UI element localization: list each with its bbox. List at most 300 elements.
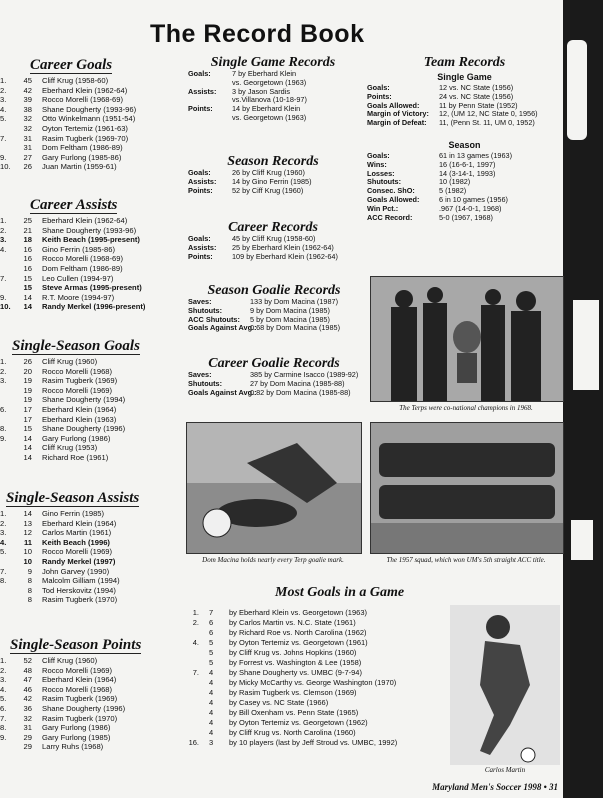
record-rank: 1. (192, 608, 199, 617)
record-value: 14 (23, 452, 32, 462)
subheading-season: Season (448, 139, 481, 150)
record-holder: Eberhard Klein (1964) (42, 404, 117, 414)
section-heading: Single Game Records (210, 55, 336, 70)
record-value: 46 (23, 684, 32, 694)
record-label: Goals: (188, 234, 211, 243)
record-value: 26 (23, 357, 32, 366)
section-heading: Career Records (228, 220, 318, 235)
record-label: Saves: (188, 297, 212, 306)
record-label: Goals Against Avg.: (188, 323, 257, 333)
record-holder: Rasim Tugberk (1969) (42, 694, 118, 704)
most-goals-row (185, 618, 445, 628)
record-holder: by Oyton Tertemiz vs. Georgetown (1962) (229, 718, 368, 727)
record-holder: Gary Furlong (1986) (42, 723, 111, 733)
record-holder: John Garvey (1990) (42, 566, 110, 576)
record-row (188, 389, 360, 398)
record-row (0, 357, 180, 367)
record-rank: 4. (0, 104, 7, 114)
career-assists-section (0, 197, 180, 312)
record-rank (0, 453, 12, 463)
record-value: 45 (23, 76, 32, 85)
record-rank: 3. (0, 528, 7, 538)
record-value: 16 (23, 254, 32, 264)
record-rank (0, 395, 12, 405)
record-row (0, 376, 180, 386)
goal-count: 5 (209, 638, 214, 647)
record-rank: 10. (0, 162, 11, 172)
record-value: .967 (14-0-1, 1968) (439, 203, 502, 213)
record-row (0, 283, 180, 293)
section-heading: Team Records (423, 55, 506, 70)
record-row (0, 235, 180, 245)
record-row (0, 86, 180, 96)
record-value: 15 (23, 424, 32, 434)
season-records-section (188, 154, 358, 195)
record-label: Goals Allowed: (367, 194, 420, 204)
record-value: 27 (23, 152, 32, 162)
record-label: Wins: (367, 159, 387, 169)
record-value: 39 (23, 95, 32, 105)
record-rank: 5. (0, 547, 7, 557)
record-rank: 3. (0, 95, 7, 105)
section-heading: Single-Season Points (10, 637, 142, 653)
record-row (0, 424, 180, 434)
record-rank (0, 586, 12, 596)
record-rank (0, 742, 12, 752)
champions-photo-caption: The Terps were co-national champions in 1968. (399, 404, 533, 412)
record-row (0, 434, 180, 444)
record-holder: by Casey vs. NC State (1966) (229, 698, 329, 707)
record-label: Goals Against Avg.: (188, 387, 257, 397)
record-holder: Keith Beach (1996) (42, 537, 110, 547)
record-rank: 3. (0, 235, 7, 245)
record-row (0, 143, 180, 153)
record-rank (0, 283, 12, 293)
record-holder: Shane Dougherty (1993-96) (42, 104, 137, 114)
record-holder: by 10 players (last by Jeff Stroud vs. UMBC, 1992) (229, 738, 398, 747)
record-holder: by Micky McCarthy vs. George Washington (1970) (229, 678, 397, 687)
goal-count: 6 (209, 628, 214, 637)
career-records-section (188, 220, 358, 261)
record-rank: 9. (0, 433, 7, 443)
record-value: 25 (23, 216, 32, 225)
goal-count: 4 (209, 688, 214, 697)
record-rank: 4. (0, 244, 7, 254)
record-rank (0, 124, 12, 134)
record-holder: Gino Ferrin (1985-86) (42, 244, 116, 254)
record-rank: 1. (0, 509, 7, 518)
record-row (0, 124, 180, 134)
record-holder: Juan Martin (1959-61) (42, 162, 117, 172)
dom-macina-photo (186, 422, 362, 554)
record-label: Assists: (188, 86, 217, 96)
record-holder: Gino Ferrin (1985) (42, 509, 105, 518)
section-heading: Career Goals (30, 57, 113, 73)
record-row (0, 547, 180, 557)
record-value: 31 (23, 723, 32, 733)
record-row (0, 162, 180, 172)
record-rank (185, 698, 209, 708)
record-rank (185, 678, 209, 688)
record-value: 24 vs. NC State (1956) (439, 91, 514, 101)
record-row (0, 226, 180, 236)
most-goals-row (185, 628, 445, 638)
record-row (0, 557, 180, 567)
record-value: 6 in 10 games (1956) (439, 194, 508, 204)
record-value: 14 (23, 292, 32, 302)
record-rank: 9. (0, 152, 7, 162)
record-value: vs. Georgetown (1963) (232, 77, 307, 87)
record-holder: Randy Merkel (1996-present) (42, 302, 146, 312)
carlos-martin-photo (450, 605, 560, 765)
most-goals-row (185, 708, 445, 718)
record-value: 10 (23, 547, 32, 557)
record-holder: Eberhard Klein (1963) (42, 414, 117, 424)
record-label: Losses: (367, 168, 395, 178)
record-value: 47 (23, 675, 32, 685)
record-rank (0, 443, 12, 453)
record-value: 20 (23, 366, 32, 376)
goal-count: 5 (209, 658, 214, 667)
record-row (188, 187, 358, 196)
1957-squad-photo (370, 422, 564, 554)
record-rank: 2. (0, 518, 7, 528)
record-row (0, 302, 180, 312)
record-row (0, 395, 180, 405)
record-row (0, 656, 180, 666)
record-value: 19 (23, 376, 32, 386)
record-holder: Rasim Tugberk (1969) (42, 376, 118, 386)
goal-count: 5 (209, 648, 214, 657)
record-rank (0, 254, 12, 264)
record-holder: Rocco Morelli (1969) (42, 547, 113, 557)
record-holder: Steve Armas (1995-present) (42, 283, 142, 293)
record-rank: 2. (0, 366, 7, 376)
record-label: Points: (188, 185, 213, 195)
record-value: 3 by Jason Sardis (232, 86, 291, 96)
record-value: 31 (23, 143, 32, 153)
record-row (0, 714, 180, 724)
record-value: 16 (23, 244, 32, 254)
goal-count: 7 (209, 608, 214, 617)
record-holder: Cliff Krug (1953) (42, 443, 98, 453)
record-holder: Shane Dougherty (1996) (42, 703, 126, 713)
record-holder: Dom Feltham (1986-89) (42, 263, 123, 273)
record-rank: 1. (0, 76, 7, 85)
record-value: 32 (23, 123, 32, 133)
record-holder: Rocco Morelli (1968-69) (42, 95, 124, 105)
record-row (0, 105, 180, 115)
record-value: 11, (Penn St. 11, UM 0, 1952) (439, 118, 535, 128)
record-value: 29 (23, 732, 32, 742)
record-holder: Rocco Morelli (1969) (42, 665, 113, 675)
most-goals-row (185, 608, 445, 618)
record-value: 16 (23, 263, 32, 273)
team-records-section (367, 55, 562, 222)
record-holder: Shane Dougherty (1994) (42, 395, 126, 405)
record-row (367, 119, 562, 128)
record-holder: by Eberhard Klein vs. Georgetown (1963) (229, 608, 367, 617)
record-row (188, 114, 358, 123)
record-value: 36 (23, 703, 32, 713)
record-holder: Eberhard Klein (1964) (42, 675, 117, 685)
record-holder: by Cliff Krug vs. North Carolina (1960) (229, 728, 356, 737)
record-rank: 7. (192, 668, 199, 677)
record-rank: 1. (0, 656, 7, 665)
section-heading: Single-Season Goals (12, 338, 140, 354)
record-rank (0, 264, 12, 274)
record-value: 14 by Gino Ferrin (1985) (232, 176, 312, 186)
section-heading: Most Goals in a Game (275, 585, 405, 600)
most-goals-row (185, 678, 445, 688)
record-rank (0, 557, 12, 567)
record-label: Goals: (188, 168, 211, 177)
goal-count: 6 (209, 618, 214, 627)
record-label: Consec. ShO: (367, 186, 415, 196)
record-value: 12 (23, 528, 32, 538)
record-label: Goals: (367, 83, 390, 92)
record-rank: 8. (0, 424, 7, 434)
record-rank: 16. (188, 738, 199, 747)
record-value: 15 (23, 283, 32, 293)
single-season-goals-section (0, 338, 180, 463)
most-goals-section (185, 585, 445, 748)
record-holder: Rocco Morelli (1968) (42, 366, 113, 376)
record-row (0, 405, 180, 415)
record-row (0, 519, 180, 529)
record-value: 26 (23, 162, 32, 172)
goal-count: 4 (209, 668, 214, 677)
record-row (0, 76, 180, 86)
record-value: 31 (23, 133, 32, 143)
record-holder: Tod Herskovitz (1994) (42, 585, 116, 595)
most-goals-row (185, 728, 445, 738)
record-row (0, 685, 180, 695)
record-row (188, 253, 358, 262)
record-value: 14 (3-14-1, 1993) (439, 168, 496, 178)
record-value: 25 by Eberhard Klein (1962-64) (232, 242, 334, 252)
page-footer: Maryland Men's Soccer 1998 • 31 (432, 782, 558, 792)
record-value: 29 (23, 742, 32, 752)
national-champions-photo (370, 276, 564, 402)
record-row (0, 694, 180, 704)
record-holder: by Shane Dougherty vs. UMBC (9-7-94) (229, 668, 362, 677)
record-holder: Larry Ruhs (1968) (42, 742, 104, 752)
record-holder: Gary Furlong (1986) (42, 433, 111, 443)
record-holder: Rasim Tugberk (1969-70) (42, 133, 129, 143)
record-rank (185, 718, 209, 728)
record-rank: 1. (0, 216, 7, 225)
goal-count: 4 (209, 698, 214, 707)
record-holder: by Bill Oxenham vs. Penn State (1965) (229, 708, 359, 717)
record-rank: 6. (0, 404, 7, 414)
record-holder: Eberhard Klein (1962-64) (42, 216, 128, 225)
record-value: 9 by Dom Macina (1985) (250, 305, 330, 315)
record-value: 9 (27, 566, 32, 576)
record-row (0, 216, 180, 226)
subheading-single-game: Single Game (437, 72, 492, 82)
record-value: 10 (23, 556, 32, 566)
most-goals-row (185, 638, 445, 648)
record-value: 14 by Eberhard Klein (232, 104, 301, 114)
record-row (0, 264, 180, 274)
most-goals-row (185, 658, 445, 668)
record-row (0, 274, 180, 284)
squad-photo-caption: The 1957 squad, which won UM's 5th straight ACC title. (386, 556, 546, 564)
record-rank: 2. (0, 225, 7, 235)
record-row (0, 415, 180, 425)
record-holder: by Cliff Krug vs. Johns Hopkins (1960) (229, 648, 357, 657)
record-label: Points: (367, 91, 392, 101)
record-value: 8 (27, 585, 32, 595)
record-rank (0, 595, 12, 605)
career-goalie-records-section (188, 356, 360, 397)
record-row (0, 666, 180, 676)
record-row (0, 742, 180, 752)
record-label: Points: (188, 104, 213, 114)
record-rank: 2. (0, 665, 7, 675)
record-holder: Rasim Tugberk (1970) (42, 595, 118, 605)
record-holder: Gary Furlong (1985-86) (42, 152, 122, 162)
record-value: 32 (23, 114, 32, 124)
record-holder: Cliff Krug (1958-60) (42, 76, 109, 85)
single-game-records-section (188, 55, 358, 123)
record-row (0, 153, 180, 163)
record-holder: Eberhard Klein (1964) (42, 518, 117, 528)
season-goalie-records-section (188, 283, 360, 333)
record-holder: Dom Feltham (1986-89) (42, 143, 123, 153)
record-rank (185, 658, 209, 668)
record-rank: 8. (0, 576, 7, 586)
record-holder: Cliff Krug (1960) (42, 656, 98, 665)
record-value: 32 (23, 713, 32, 723)
record-holder: Eberhard Klein (1962-64) (42, 85, 128, 95)
section-heading: Career Assists (30, 197, 118, 213)
record-label: Assists: (188, 176, 217, 186)
record-value: 26 by Cliff Krug (1960) (232, 168, 305, 177)
most-goals-row (185, 668, 445, 678)
record-value: 12 vs. NC State (1956) (439, 83, 514, 92)
record-label: Shutouts: (188, 305, 223, 315)
record-row (0, 443, 180, 453)
record-value: 14 (23, 509, 32, 518)
goal-count: 3 (209, 738, 214, 747)
record-row (0, 386, 180, 396)
record-row (0, 576, 180, 586)
record-holder: Malcolm Gilliam (1994) (42, 576, 120, 586)
record-rank: 5. (0, 114, 7, 124)
record-value: 48 (23, 665, 32, 675)
career-goals-section (0, 57, 180, 172)
record-holder: Oyton Tertemiz (1961-63) (42, 123, 128, 133)
record-value: 17 (23, 404, 32, 414)
record-label (188, 114, 232, 123)
record-value: 52 (23, 656, 32, 665)
most-goals-row (185, 688, 445, 698)
record-row (0, 586, 180, 596)
record-value: 5 (1982) (439, 186, 467, 196)
record-value: 19 (23, 385, 32, 395)
record-holder: Rocco Morelli (1969) (42, 385, 113, 395)
record-holder: Shane Dougherty (1993-96) (42, 225, 137, 235)
record-value: 15 (23, 273, 32, 283)
record-rank (185, 648, 209, 658)
record-row (367, 214, 562, 223)
record-row (0, 704, 180, 714)
record-rank (0, 143, 12, 153)
record-row (0, 114, 180, 124)
record-holder: by Richard Roe vs. North Carolina (1962) (229, 628, 367, 637)
record-rank: 3. (0, 376, 7, 386)
record-rank: 1. (0, 357, 7, 366)
record-rank: 9. (0, 732, 7, 742)
record-label: Margin of Victory: (367, 109, 429, 119)
record-holder: by Rasim Tugberk vs. Clemson (1969) (229, 688, 357, 697)
record-label: Points: (188, 251, 213, 261)
record-value: 7 by Eberhard Klein (232, 69, 297, 78)
record-label: Margin of Defeat: (367, 118, 427, 128)
carlos-martin-caption: Carlos Martin (484, 766, 526, 774)
record-value: 38 (23, 104, 32, 114)
record-row (188, 324, 360, 333)
record-holder: Cliff Krug (1960) (42, 357, 98, 366)
record-rank: 7. (0, 273, 7, 283)
goal-count: 4 (209, 728, 214, 737)
record-rank: 3. (0, 675, 7, 685)
record-value: 27 by Dom Macina (1985-88) (250, 378, 345, 388)
record-value: 0.68 by Dom Macina (1985) (250, 323, 341, 333)
macina-photo-caption: Dom Macina holds nearly every Terp goalie mark. (202, 556, 344, 564)
record-holder: Richard Roe (1961) (42, 452, 109, 462)
record-value: 11 (23, 537, 32, 547)
record-label: Shutouts: (367, 177, 402, 187)
record-label: Goals: (188, 69, 211, 78)
record-row (0, 528, 180, 538)
record-value: 8 (27, 595, 32, 605)
goal-count: 4 (209, 708, 214, 717)
record-value: 5 by Dom Macina (1985) (250, 314, 330, 324)
most-goals-row (185, 738, 445, 748)
record-rank: 7. (0, 566, 7, 576)
record-holder: by Carlos Martin vs. N.C. State (1961) (229, 618, 356, 627)
goal-count: 4 (209, 678, 214, 687)
section-heading: Season Records (227, 154, 319, 169)
record-rank: 8. (0, 723, 7, 733)
record-row (0, 538, 180, 548)
section-heading: Single-Season Assists (6, 490, 140, 506)
section-heading: Career Goalie Records (208, 356, 340, 371)
record-value: 19 (23, 395, 32, 405)
most-goals-row (185, 698, 445, 708)
section-heading: Season Goalie Records (207, 283, 341, 298)
goal-count: 4 (209, 718, 214, 727)
record-value: 385 by Carmine Isacco (1989-92) (250, 370, 359, 379)
record-holder: by Oyton Tertemiz vs. Georgetown (1961) (229, 638, 368, 647)
record-value: 42 (23, 85, 32, 95)
record-row (0, 567, 180, 577)
record-holder: Otto Winkelmann (1951-54) (42, 114, 136, 124)
record-label: Goals Allowed: (367, 100, 420, 110)
record-rank: 10. (0, 302, 11, 312)
decorative-side-strip (563, 0, 603, 798)
record-value: 13 (23, 518, 32, 528)
record-holder: Shane Dougherty (1996) (42, 424, 126, 434)
record-rank (185, 708, 209, 718)
single-season-assists-section (0, 490, 180, 605)
record-row (0, 293, 180, 303)
record-row (0, 245, 180, 255)
record-rank (185, 628, 209, 638)
